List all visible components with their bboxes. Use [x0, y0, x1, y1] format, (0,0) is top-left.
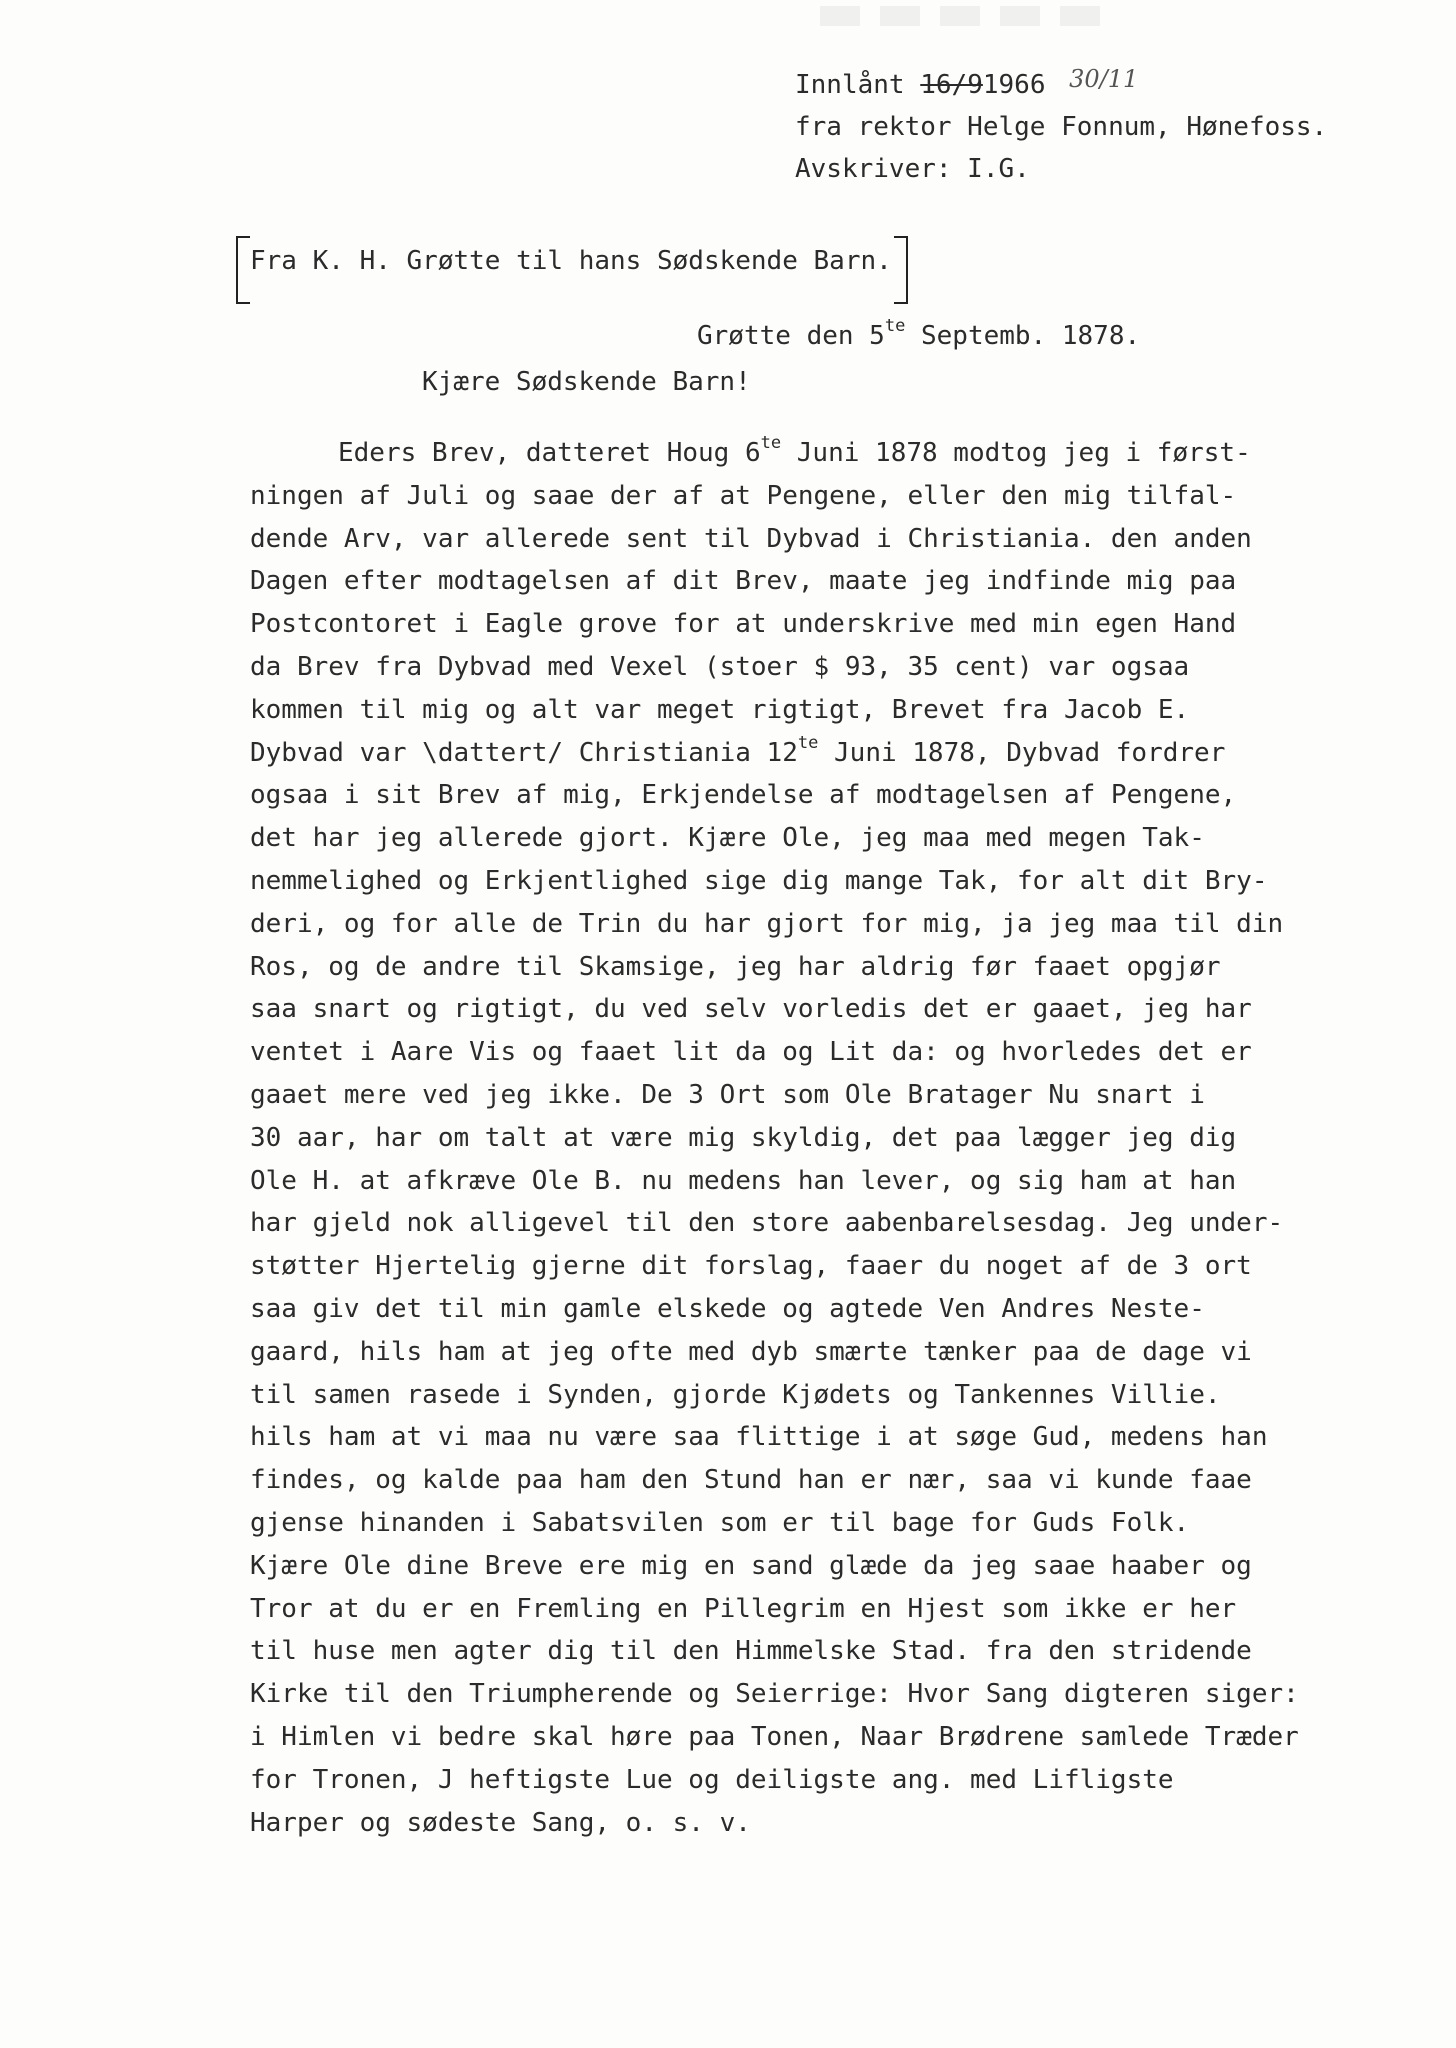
loan-prefix: Innlånt: [795, 70, 905, 100]
dateline-pre: Grøtte den 5: [697, 321, 885, 351]
loan-struck-date: 16/9: [920, 70, 983, 100]
transcriber-line: Avskriver: I.G.: [795, 154, 1030, 184]
letter-line: gaaet mere ved jeg ikke. De 3 Ort som Ole Bratager Nu snart i: [250, 1079, 1205, 1110]
letter-line: [250, 432, 1430, 475]
letter-line: til samen rasede i Synden, gjorde Kjødets og Tankennes Villie.: [250, 1379, 1221, 1410]
letter-line: har gjeld nok alligevel til den store aabenbarelsesdag. Jeg under-: [250, 1208, 1284, 1239]
letter-line: Tror at du er en Fremling en Pillegrim en Hjest som ikke er her: [250, 1593, 1237, 1624]
letter-line: hils ham at vi maa nu være saa flittige i at søge Gud, medens han: [250, 1422, 1268, 1453]
dateline-sup: te: [884, 316, 906, 336]
letter-line: da Brev fra Dybvad med Vexel (stoer $ 93, 35 cent) var ogsaa: [250, 651, 1190, 682]
letter-line: saa giv det til min gamle elskede og agtede Ven Andres Neste-: [250, 1293, 1205, 1324]
letter-dateline: [697, 316, 1140, 356]
faded-stamp: [820, 6, 1120, 26]
letter-line: støtter Hjertelig gjerne dit forslag, faaer du noget af de 3 ort: [250, 1251, 1252, 1282]
letter-line: ningen af Juli og saae der af at Pengene, eller den mig tilfal-: [250, 480, 1237, 511]
letter-line-pre: Eders Brev, datteret Houg 6: [338, 438, 761, 468]
letter-line: gaard, hils ham at jeg ofte med dyb smærte tænker paa de dage vi: [250, 1336, 1252, 1367]
letter-line: nemmelighed og Erkjentlighed sige dig mange Tak, for alt dit Bry-: [250, 865, 1268, 896]
letter-line: Ole H. at afkræve Ole B. nu medens han lever, og sig ham at han: [250, 1165, 1237, 1196]
letter-line: Kirke til den Triumpherende og Seierrige: Hvor Sang digteren siger:: [250, 1679, 1299, 1710]
letter-line: dende Arv, var allerede sent til Dybvad i Christiania. den anden: [250, 523, 1252, 554]
letter-line: deri, og for alle de Trin du har gjort for mig, ja jeg maa til din: [250, 908, 1284, 939]
letter-line-post: Juni 1878 modtog jeg i først-: [781, 438, 1251, 468]
letter-line: det har jeg allerede gjort. Kjære Ole, jeg maa med megen Tak-: [250, 823, 1205, 854]
letter-line: Ros, og de andre til Skamsige, jeg har aldrig før faaet opgjør: [250, 951, 1221, 982]
loan-year: 1966: [982, 70, 1046, 100]
loan-from-line: fra rektor Helge Fonnum, Hønefoss.: [795, 112, 1328, 142]
letter-body: [250, 432, 1430, 1844]
letter-line: ogsaa i sit Brev af mig, Erkjendelse af modtagelsen af Pengene,: [250, 780, 1237, 811]
letter-line: for Tronen, J heftigste Lue og deiligste ang. med Lifligste: [250, 1764, 1174, 1795]
letter-line-post: Juni 1878, Dybvad fordrer: [818, 737, 1226, 768]
letter-line: 30 aar, har om talt at være mig skyldig, det paa lægger jeg dig: [250, 1122, 1237, 1153]
letter-heading-text: Fra K. H. Grøtte til hans Sødskende Barn.: [250, 246, 892, 276]
letter-line: Postcontoret i Eagle grove for at underskrive med min egen Hand: [250, 609, 1237, 640]
letter-line: i Himlen vi bedre skal høre paa Tonen, Naar Brødrene samlede Træder: [250, 1721, 1299, 1752]
letter-line: Dagen efter modtagelsen af dit Brev, maate jeg indfinde mig paa: [250, 566, 1237, 597]
letter-line-pre: Dybvad var \dattert/ Christiania 12: [250, 737, 798, 768]
letter-line: saa snart og rigtigt, du ved selv vorledis det er gaaet, jeg har: [250, 994, 1252, 1025]
letter-line: Harper og sødeste Sang, o. s. v.: [250, 1807, 751, 1838]
letter-line: ventet i Aare Vis og faaet lit da og Lit da: og hvorledes det er: [250, 1037, 1252, 1068]
letter-line: findes, og kalde paa ham den Stund han er nær, saa vi kunde faae: [250, 1465, 1252, 1496]
loan-line: [795, 58, 1327, 106]
letter-line: til huse men agter dig til den Himmelske Stad. fra den stridende: [250, 1636, 1252, 1667]
letter-line: Kjære Ole dine Breve ere mig en sand glæde da jeg saae haaber og: [250, 1550, 1252, 1581]
letter-line-sup: te: [760, 433, 782, 453]
letter-line: kommen til mig og alt var meget rigtigt, Brevet fra Jacob E.: [250, 694, 1190, 725]
letter-salutation: Kjære Sødskende Barn!: [422, 367, 751, 397]
loan-handwritten-date: 30/11: [1069, 65, 1139, 93]
letter-line-sup: te: [797, 732, 819, 753]
letter-heading: [236, 236, 908, 290]
archive-metadata: [795, 58, 1327, 190]
letter-line: gjense hinanden i Sabatsvilen som er til bage for Guds Folk.: [250, 1507, 1190, 1538]
dateline-post: Septemb. 1878.: [905, 321, 1141, 351]
letter-line: [250, 732, 1430, 775]
